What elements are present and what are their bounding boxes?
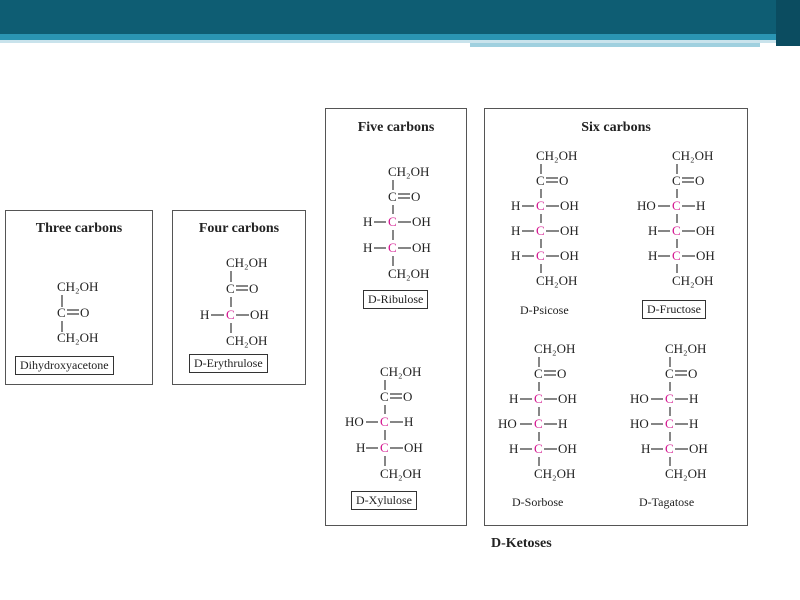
- banner-segment: [470, 43, 760, 47]
- h-left: H: [356, 440, 366, 455]
- oxygen: O: [403, 389, 413, 404]
- chiral-carbon: C: [380, 440, 389, 455]
- chiral-carbon: C: [534, 391, 543, 406]
- panel-title: Three carbons: [35, 221, 123, 236]
- chiral-carbon: C: [665, 441, 674, 456]
- carbonyl-carbon: C: [536, 173, 545, 188]
- chiral-carbon: C: [536, 198, 545, 213]
- h-right: H: [696, 198, 706, 213]
- chiral-carbon: C: [380, 414, 389, 429]
- ch2oh-bottom: CH₂OH: [388, 266, 430, 281]
- oh-right: OH: [558, 391, 577, 406]
- ch2oh-top: CH₂OH: [534, 341, 576, 356]
- carbonyl-carbon: C: [380, 389, 389, 404]
- ch2oh-bottom: CH₂OH: [536, 273, 578, 288]
- tagatose-structure: [485, 109, 747, 525]
- h-left: H: [509, 441, 519, 456]
- sugar-name: D-Erythrulose: [189, 354, 268, 373]
- h-left: H: [641, 441, 651, 456]
- oxygen: O: [695, 173, 705, 188]
- oxygen: O: [557, 366, 567, 381]
- sugar-name: D-Fructose: [642, 300, 706, 319]
- h-right: H: [558, 416, 568, 431]
- oh-right: OH: [560, 198, 579, 213]
- ho-left: HO: [345, 414, 364, 429]
- h-right: H: [404, 414, 414, 429]
- carbonyl-carbon: C: [672, 173, 681, 188]
- h-left: H: [648, 223, 658, 238]
- ch2oh-bottom: CH₂OH: [534, 466, 576, 481]
- oxygen: O: [80, 305, 90, 320]
- oh-right: OH: [412, 214, 431, 229]
- chiral-carbon: C: [672, 223, 681, 238]
- oh-right: OH: [250, 307, 269, 322]
- chiral-carbon: C: [665, 416, 674, 431]
- chiral-carbon: C: [226, 307, 235, 322]
- h-left: H: [511, 248, 521, 263]
- ch2oh-top: CH₂OH: [380, 364, 422, 379]
- carbonyl-carbon: C: [534, 366, 543, 381]
- carbonyl-carbon: C: [57, 305, 66, 320]
- ho-left: HO: [498, 416, 517, 431]
- oxygen: O: [249, 281, 259, 296]
- figure-caption: D-Ketoses: [491, 536, 552, 551]
- oh-right: OH: [696, 248, 715, 263]
- sugar-name: D-Sorbose: [512, 495, 564, 509]
- oh-right: OH: [560, 223, 579, 238]
- panel-six-carbons: [484, 108, 748, 526]
- panel-four-carbons: [172, 210, 306, 385]
- ch2oh-top: CH₂OH: [226, 255, 268, 270]
- ch2oh-bottom: CH₂OH: [226, 333, 268, 348]
- chiral-carbon: C: [534, 441, 543, 456]
- ch2oh-top: CH₂OH: [536, 148, 578, 163]
- sugar-name: Dihydroxyacetone: [15, 356, 114, 375]
- ch2oh-top: CH₂OH: [57, 279, 99, 294]
- oh-right: OH: [404, 440, 423, 455]
- panel-title: Five carbons: [357, 120, 435, 135]
- sugar-name: D-Tagatose: [639, 495, 695, 509]
- carbonyl-carbon: C: [226, 281, 235, 296]
- carbonyl-carbon: C: [388, 189, 397, 204]
- ch2oh-top: CH₂OH: [665, 341, 707, 356]
- h-left: H: [363, 214, 373, 229]
- oh-right: OH: [696, 223, 715, 238]
- chiral-carbon: C: [536, 248, 545, 263]
- chiral-carbon: C: [665, 391, 674, 406]
- h-right: H: [689, 416, 699, 431]
- sugar-name: D-Xylulose: [351, 491, 417, 510]
- xylulose-structure: [326, 109, 466, 525]
- ch2oh-top: CH₂OH: [672, 148, 714, 163]
- h-right: H: [689, 391, 699, 406]
- oh-right: OH: [412, 240, 431, 255]
- ho-left: HO: [637, 198, 656, 213]
- h-left: H: [511, 223, 521, 238]
- chiral-carbon: C: [672, 248, 681, 263]
- sugar-name: D-Ribulose: [363, 290, 428, 309]
- h-left: H: [509, 391, 519, 406]
- ch2oh-bottom: CH₂OH: [57, 330, 99, 345]
- ch2oh-bottom: CH₂OH: [380, 466, 422, 481]
- h-left: H: [200, 307, 210, 322]
- ch2oh-top: CH₂OH: [388, 164, 430, 179]
- oxygen: O: [559, 173, 569, 188]
- panel-title: Six carbons: [581, 120, 651, 135]
- carbonyl-carbon: C: [665, 366, 674, 381]
- sugar-name: D-Psicose: [520, 303, 569, 317]
- panel-three-carbons: [5, 210, 153, 385]
- h-left: H: [363, 240, 373, 255]
- panel-five-carbons: [325, 108, 467, 526]
- oh-right: OH: [689, 441, 708, 456]
- oh-right: OH: [558, 441, 577, 456]
- chiral-carbon: C: [536, 223, 545, 238]
- ch2oh-bottom: CH₂OH: [665, 466, 707, 481]
- chiral-carbon: C: [534, 416, 543, 431]
- h-left: H: [648, 248, 658, 263]
- ho-left: HO: [630, 416, 649, 431]
- banner-edge: [776, 0, 800, 46]
- h-left: H: [511, 198, 521, 213]
- ho-left: HO: [630, 391, 649, 406]
- oxygen: O: [411, 189, 421, 204]
- oh-right: OH: [560, 248, 579, 263]
- chiral-carbon: C: [388, 240, 397, 255]
- chiral-carbon: C: [672, 198, 681, 213]
- oxygen: O: [688, 366, 698, 381]
- panel-title: Four carbons: [198, 221, 280, 236]
- chiral-carbon: C: [388, 214, 397, 229]
- ch2oh-bottom: CH₂OH: [672, 273, 714, 288]
